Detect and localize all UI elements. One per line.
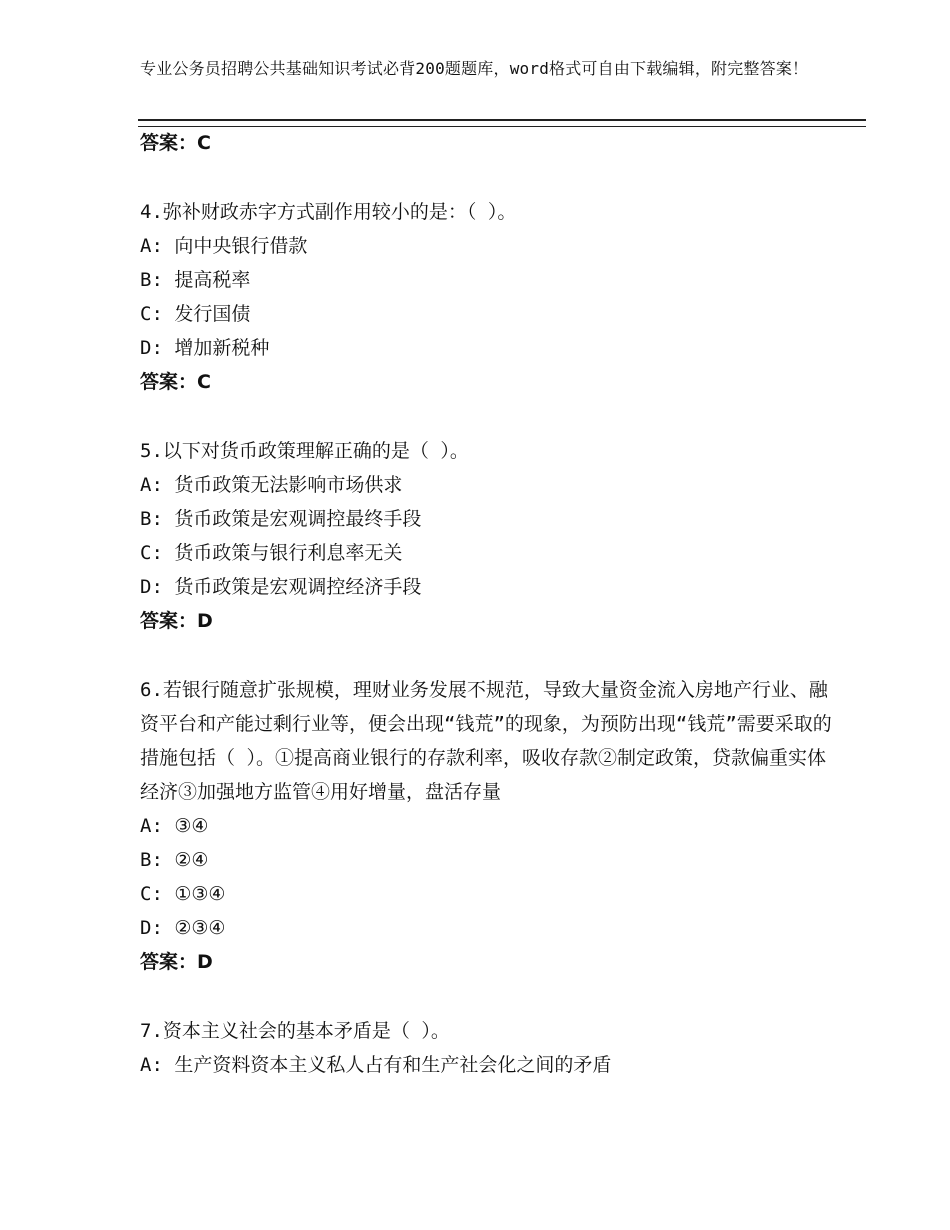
option-a: A: 向中央银行借款 [140, 235, 308, 257]
answer-label: 答案：D [140, 951, 213, 973]
option-a: A: 货币政策无法影响市场供求 [140, 474, 403, 496]
option-c: C: 货币政策与银行利息率无关 [140, 542, 403, 564]
document-header: 专业公务员招聘公共基础知识考试必背200题题库，word格式可自由下载编辑，附完整答案！ [140, 59, 809, 78]
option-d: D: ②③④ [140, 917, 226, 939]
question-stem: 5.以下对货币政策理解正确的是（ ）。 [140, 440, 469, 462]
option-a: A: ③④ [140, 815, 209, 837]
question-list [140, 126, 840, 1082]
question-stem: 4.弥补财政赤字方式副作用较小的是：（ ）。 [140, 201, 517, 223]
option-b: B: ②④ [140, 849, 209, 871]
answer-label: 答案：C [140, 132, 211, 154]
answer-label: 答案：C [140, 371, 211, 393]
option-c: C: 发行国债 [140, 303, 251, 325]
question-stem: 7.资本主义社会的基本矛盾是（ ）。 [140, 1020, 450, 1042]
option-b: B: 提高税率 [140, 269, 251, 291]
option-b: B: 货币政策是宏观调控最终手段 [140, 508, 422, 530]
option-a: A: 生产资料资本主义私人占有和生产社会化之间的矛盾 [140, 1054, 612, 1076]
answer-label: 答案：D [140, 610, 213, 632]
question-stem: 6.若银行随意扩张规模，理财业务发展不规范，导致大量资金流入房地产行业、融资平台和产能过剩行业等，便会出现“钱荒”的现象，为预防出现“钱荒”需要采取的措施包括（ ）。①提高商业银行的存款利率，吸收存款②制定政策，贷款偏重实体经济③加强地方监管④用好增量，盘活存量 [140, 679, 832, 803]
option-c: C: ①③④ [140, 883, 226, 905]
option-d: D: 增加新税种 [140, 337, 270, 359]
option-d: D: 货币政策是宏观调控经济手段 [140, 576, 422, 598]
